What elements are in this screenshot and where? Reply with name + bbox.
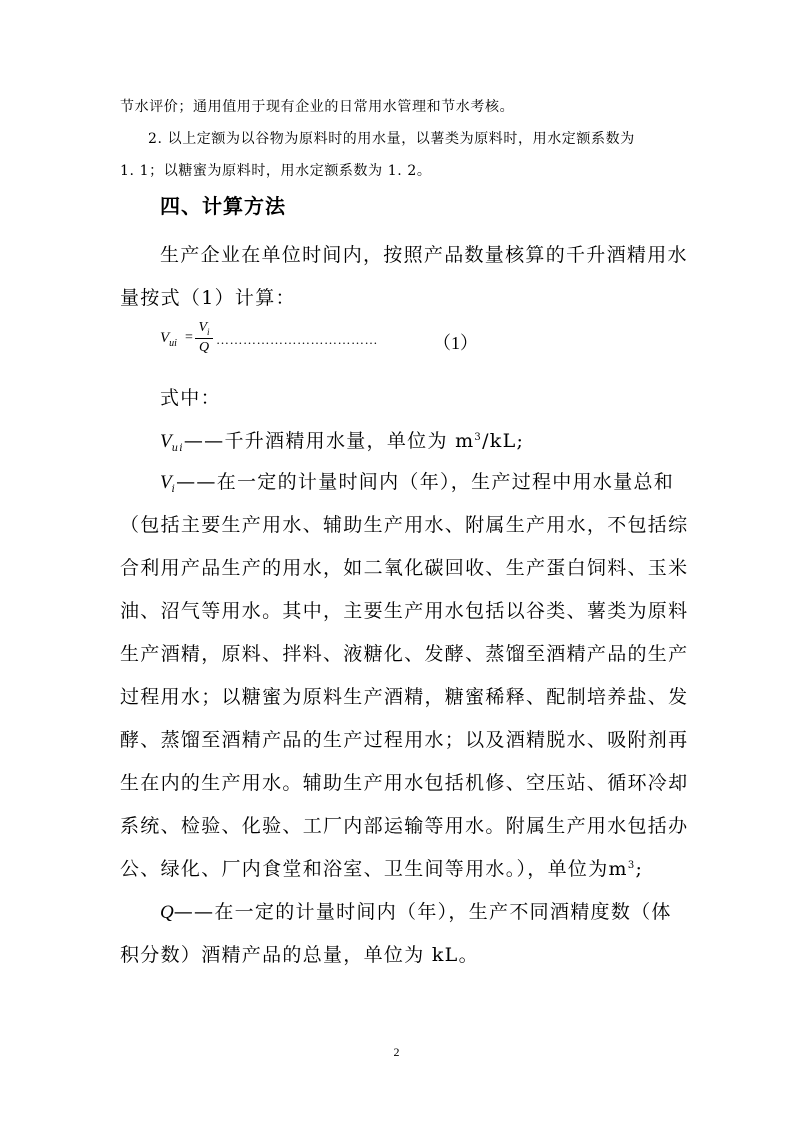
where-label: 式中： <box>160 387 221 409</box>
formula-dots: ……………………………… <box>216 332 378 347</box>
formula-lhs: $V_{ui}$ <box>160 330 177 349</box>
definition-q: Q——在一定的计量时间内（年），生产不同酒精度数（体 <box>160 901 672 923</box>
definition-vi: $V_i——$在一定的计量时间内（年），生产过程中用水量总和 <box>160 471 675 495</box>
section-heading: 四、计算方法 <box>160 194 286 218</box>
definition-vi-line: 生在内的生产用水。辅助生产用水包括机修、空压站、循环冷却 <box>120 772 689 794</box>
definition-vi-line: 油、沼气等用水。其中，主要生产用水包括以谷类、薯类为原料 <box>120 600 689 622</box>
formula-denominator: Q <box>198 340 210 355</box>
intro-line-2: 量按式（1）计算： <box>120 287 296 309</box>
intro-line-1: 生产企业在单位时间内，按照产品数量核算的千升酒精用水 <box>160 244 688 266</box>
note-line-2: 2. 以上定额为以谷物为原料时的用水量，以薯类为原料时，用水定额系数为 <box>148 131 635 147</box>
definition-vui: $V_{ui}——$千升酒精用水量，单位为 $m^3/kL$; <box>160 430 525 454</box>
definition-vi-last: 公、绿化、厂内食堂和浴室、卫生间等用水。），单位为$m^3$; <box>120 858 644 880</box>
definition-vi-line: 过程用水；以糖蜜为原料生产酒精，糖蜜稀释、配制培养盐、发 <box>120 686 689 708</box>
formula-numerator: $V_i$ <box>198 320 210 337</box>
formula-fraction <box>195 320 213 356</box>
note-line-1: 节水评价；通用值用于现有企业的日常用水管理和节水考核。 <box>120 99 515 115</box>
definition-vi-line: 系统、检验、化验、工厂内部运输等用水。附属生产用水包括办 <box>120 815 689 837</box>
definition-q-line-2: 积分数）酒精产品的总量，单位为 kL。 <box>120 944 479 966</box>
fraction-bar <box>195 338 213 339</box>
definition-vi-line: 酵、蒸馏至酒精产品的生产过程用水；以及酒精脱水、吸附剂再 <box>120 729 689 751</box>
note-line-3: 1. 1；以糖蜜为原料时，用水定额系数为 1. 2。 <box>120 163 432 179</box>
formula-equals: = <box>185 330 193 345</box>
formula <box>160 318 500 362</box>
definition-vi-line: （包括主要生产用水、辅助生产用水、附属生产用水，不包括综 <box>120 514 689 536</box>
page-number: 2 <box>393 1045 400 1059</box>
formula-number: （1） <box>433 333 478 353</box>
definition-vi-line: 生产酒精，原料、拌料、液糖化、发酵、蒸馏至酒精产品的生产 <box>120 643 689 665</box>
definition-vi-line: 合利用产品生产的用水，如二氧化碳回收、生产蛋白饲料、玉米 <box>120 557 689 579</box>
